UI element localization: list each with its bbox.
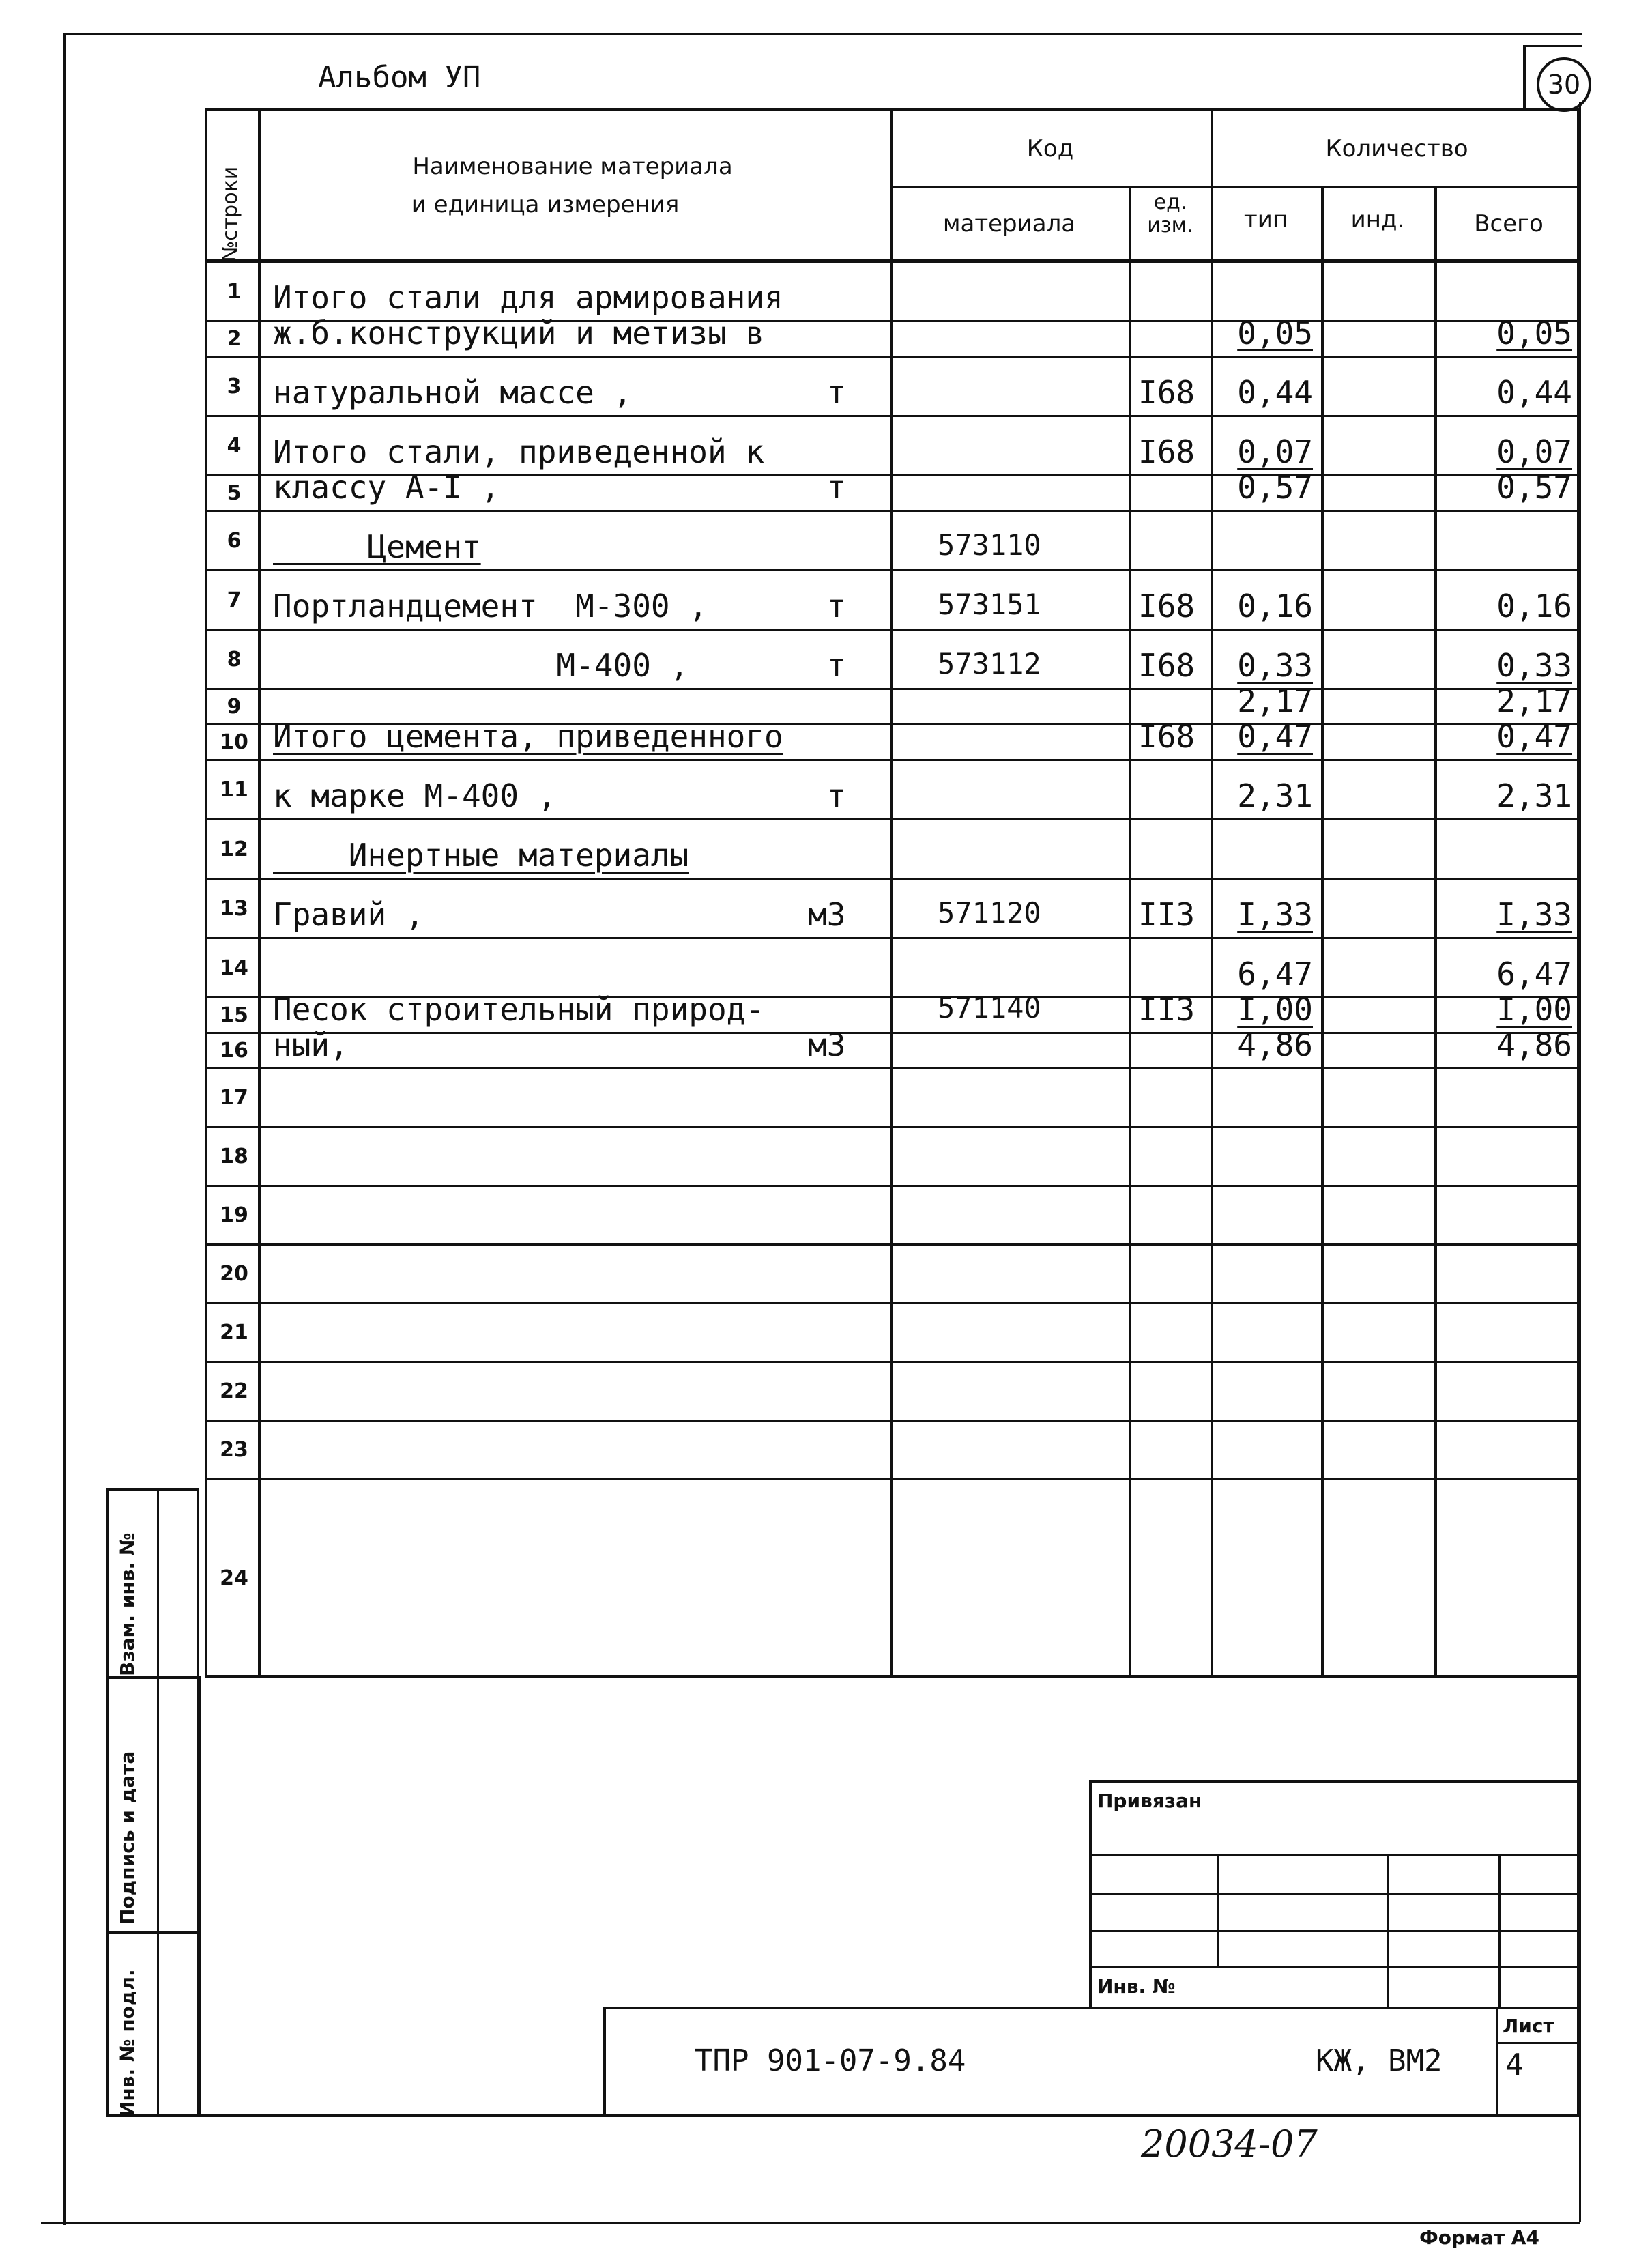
col-line — [1434, 187, 1437, 1675]
row-number: 15 — [220, 1003, 248, 1027]
material-code: 573112 — [938, 647, 1041, 680]
material-code: 573110 — [938, 528, 1041, 562]
row-number: 17 — [220, 1086, 248, 1110]
row-number: 9 — [227, 695, 242, 719]
row-number: 7 — [227, 588, 242, 612]
row-number: 4 — [227, 433, 242, 458]
material-code: 573151 — [938, 588, 1041, 621]
row-line — [207, 1126, 1577, 1128]
quantity-type: I,33 — [1237, 896, 1313, 933]
quantity-type: 0,57 — [1237, 469, 1313, 506]
header-subline — [890, 186, 1577, 188]
doc-mark: КЖ, ВМ2 — [1316, 2043, 1443, 2078]
list-label: Лист — [1503, 2015, 1554, 2037]
row-line — [207, 510, 1577, 512]
header-code-unit: ед. изм. — [1147, 190, 1193, 238]
row-number: 2 — [227, 327, 242, 351]
side-podpis — [106, 1676, 199, 1934]
material-code: 571140 — [938, 991, 1041, 1024]
material-name: Песок строительный природ- — [273, 991, 765, 1028]
row-line — [207, 1478, 1577, 1480]
doc-code: ТПР 901-07-9.84 — [695, 2043, 966, 2078]
header-bottom-line — [207, 259, 1577, 263]
album-title: Альбом УП — [318, 60, 481, 95]
bottom-border — [41, 2222, 1580, 2224]
row-line — [207, 569, 1577, 571]
row-number: 6 — [227, 528, 242, 553]
quantity-total: 4,86 — [1496, 1026, 1572, 1063]
list-number: 4 — [1505, 2047, 1524, 2082]
quantity-type: 0,44 — [1237, 374, 1313, 411]
header-row-no: №строки — [218, 166, 242, 262]
side-inv-podl-label: Инв. № подл. — [116, 1969, 139, 2117]
quantity-total: I,33 — [1496, 896, 1572, 933]
quantity-total: 0,57 — [1496, 469, 1572, 506]
material-unit: м3 — [808, 1026, 846, 1063]
row-number: 20 — [220, 1262, 248, 1286]
quantity-type: 0,33 — [1237, 647, 1313, 684]
material-name: ный, — [273, 1026, 349, 1063]
col-line — [890, 111, 893, 1675]
material-unit: м3 — [808, 896, 846, 933]
side-inv-podl — [106, 1931, 199, 2117]
unit-code: II3 — [1138, 896, 1195, 933]
material-name: Инертные материалы — [273, 837, 689, 874]
quantity-total: I,00 — [1496, 991, 1572, 1028]
side-podpis-label: Подпись и дата — [116, 1751, 139, 1925]
row-number: 1 — [227, 279, 242, 304]
header-q-type: тип — [1243, 206, 1288, 233]
header-q-total: Всего — [1474, 210, 1544, 238]
quantity-type: 2,31 — [1237, 777, 1313, 814]
materials-table — [205, 108, 1580, 1678]
material-unit: т — [827, 647, 846, 684]
material-unit: т — [827, 777, 846, 814]
inv-no-label: Инв. № — [1097, 1975, 1176, 1998]
title-block-main — [603, 2007, 1580, 2117]
header-name-line2: и единица измерения — [411, 191, 680, 218]
row-number: 8 — [227, 647, 242, 672]
quantity-type: 0,07 — [1237, 433, 1313, 470]
row-number: 21 — [220, 1321, 248, 1345]
quantity-total: 0,16 — [1496, 588, 1572, 624]
material-name: Итого цемента, приведенного — [273, 718, 783, 755]
material-unit: т — [827, 469, 846, 506]
quantity-type: 0,47 — [1237, 718, 1313, 755]
format-label: Формат А4 — [1419, 2226, 1539, 2249]
row-number: 11 — [220, 777, 248, 802]
material-name: классу А-I , — [273, 469, 500, 506]
quantity-total: 2,31 — [1496, 777, 1572, 814]
row-line — [207, 818, 1577, 820]
row-number: 22 — [220, 1379, 248, 1403]
row-line — [207, 629, 1577, 631]
quantity-total: 2,17 — [1496, 682, 1572, 719]
quantity-total: 6,47 — [1496, 955, 1572, 992]
row-line — [207, 937, 1577, 939]
privyazan-label: Привязан — [1097, 1789, 1202, 1812]
row-line — [207, 1361, 1577, 1363]
material-unit: т — [827, 588, 846, 624]
row-line — [207, 688, 1577, 690]
material-name: Итого стали, приведенной к — [273, 433, 765, 470]
header-quantity: Количество — [1325, 135, 1468, 162]
side-vzam — [106, 1488, 199, 1679]
side-vzam-label: Взам. инв. № — [116, 1532, 139, 1676]
quantity-type: 6,47 — [1237, 955, 1313, 992]
unit-code: II3 — [1138, 991, 1195, 1028]
unit-code: I68 — [1138, 588, 1195, 624]
row-number: 3 — [227, 374, 242, 399]
row-line — [207, 415, 1577, 417]
row-line — [207, 1302, 1577, 1304]
row-line — [207, 1185, 1577, 1187]
handwritten-number: 20034-07 — [1141, 2123, 1318, 2166]
unit-code: I68 — [1138, 718, 1195, 755]
col-line — [1321, 187, 1324, 1675]
title-block-privyazan — [1089, 1780, 1580, 2009]
unit-code: I68 — [1138, 374, 1195, 411]
row-line — [207, 356, 1577, 358]
material-name: Итого стали для армирования — [273, 279, 783, 316]
row-number: 23 — [220, 1438, 248, 1462]
row-number: 10 — [220, 730, 248, 754]
header-code: Код — [1026, 135, 1074, 162]
row-number: 14 — [220, 955, 248, 980]
col-line — [1211, 111, 1213, 1675]
quantity-type: 4,86 — [1237, 1026, 1313, 1063]
row-number: 12 — [220, 837, 248, 861]
quantity-total: 0,05 — [1496, 315, 1572, 351]
material-name: ж.б.конструкций и метизы в — [273, 315, 765, 351]
col-line — [1129, 187, 1131, 1675]
row-line — [207, 1032, 1577, 1034]
material-name: Гравий , — [273, 896, 424, 933]
unit-code: I68 — [1138, 647, 1195, 684]
row-number: 13 — [220, 896, 248, 921]
material-name: натуральной массе , — [273, 374, 633, 411]
row-line — [207, 1243, 1577, 1246]
quantity-type: I,00 — [1237, 991, 1313, 1028]
material-name: Портландцемент М-300 , — [273, 588, 708, 624]
sheet-number-circle: 30 — [1537, 57, 1591, 112]
row-line — [207, 1067, 1577, 1069]
quantity-total: 0,07 — [1496, 433, 1572, 470]
row-line — [207, 878, 1577, 880]
row-number: 24 — [220, 1566, 248, 1590]
quantity-type: 0,16 — [1237, 588, 1313, 624]
row-number: 19 — [220, 1203, 248, 1227]
header-q-ind: инд. — [1350, 206, 1405, 233]
material-unit: т — [827, 374, 846, 411]
quantity-total: 0,47 — [1496, 718, 1572, 755]
row-number: 5 — [227, 481, 242, 505]
material-name: Цемент — [273, 528, 481, 565]
header-name-line1: Наименование материала — [412, 153, 733, 180]
row-line — [207, 1420, 1577, 1422]
quantity-total: 0,44 — [1496, 374, 1572, 411]
header-code-material: материала — [942, 210, 1076, 238]
material-name: к марке М-400 , — [273, 777, 557, 814]
row-line — [207, 759, 1577, 761]
material-code: 571120 — [938, 896, 1041, 930]
material-name: М-400 , — [273, 647, 689, 684]
quantity-total: 0,33 — [1496, 647, 1572, 684]
unit-code: I68 — [1138, 433, 1195, 470]
quantity-type: 0,05 — [1237, 315, 1313, 351]
quantity-type: 2,17 — [1237, 682, 1313, 719]
row-number: 18 — [220, 1145, 248, 1168]
row-number: 16 — [220, 1039, 248, 1063]
